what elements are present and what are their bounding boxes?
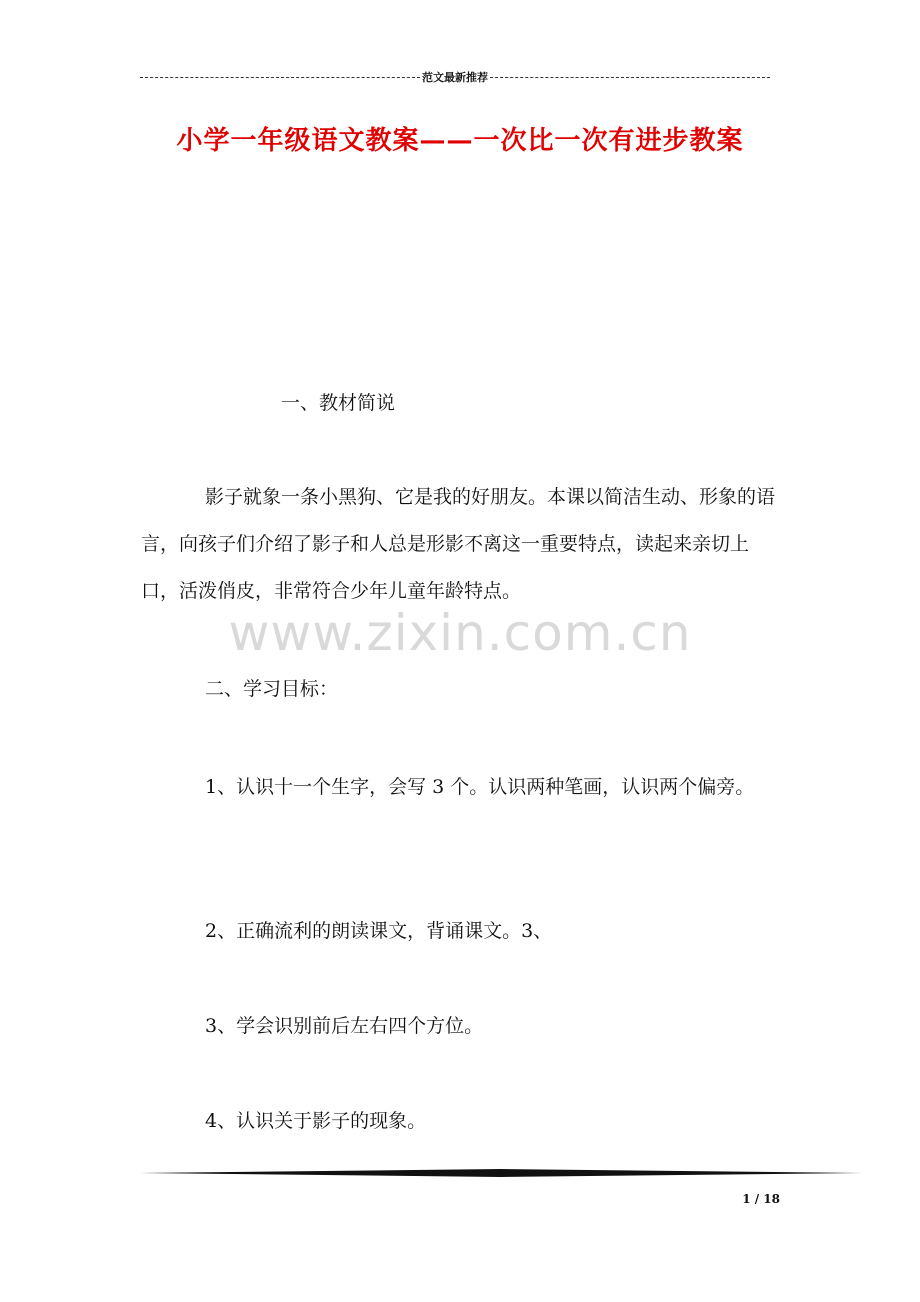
section-2-heading: 二、学习目标： [205,678,339,700]
goal-item-1: 1、认识十一个生字，会写 3 个。认识两种笔画，认识两个偏旁。 [205,776,755,798]
footer-rule [140,1166,862,1178]
section-1-paragraph: 影子就象一条小黑狗、它是我的好朋友。本课以简洁生动、形象的语言，向孩子们介绍了影子和人总是形影不离这一重要特点，读起来亲切上口，活泼俏皮，非常符合少年儿童年龄特点。 [141,486,776,602]
header-dash-right [490,77,770,78]
header-label: 范文最新推荐 [422,71,488,84]
page-number: 1 / 18 [742,1192,780,1206]
document-title: 小学一年级语文教案——一次比一次有进步教案 [176,126,744,156]
watermark: www.zixin.com.cn [228,604,692,662]
section-1-heading: 一、教材简说 [281,392,396,414]
goal-item-3: 3、学会识别前后左右四个方位。 [205,1015,484,1037]
goal-item-2: 2、正确流利的朗读课文，背诵课文。3、 [205,920,553,942]
header-dash-left [140,77,420,78]
goal-item-4: 4、认识关于影子的现象。 [205,1110,427,1132]
header-rule [140,68,770,86]
